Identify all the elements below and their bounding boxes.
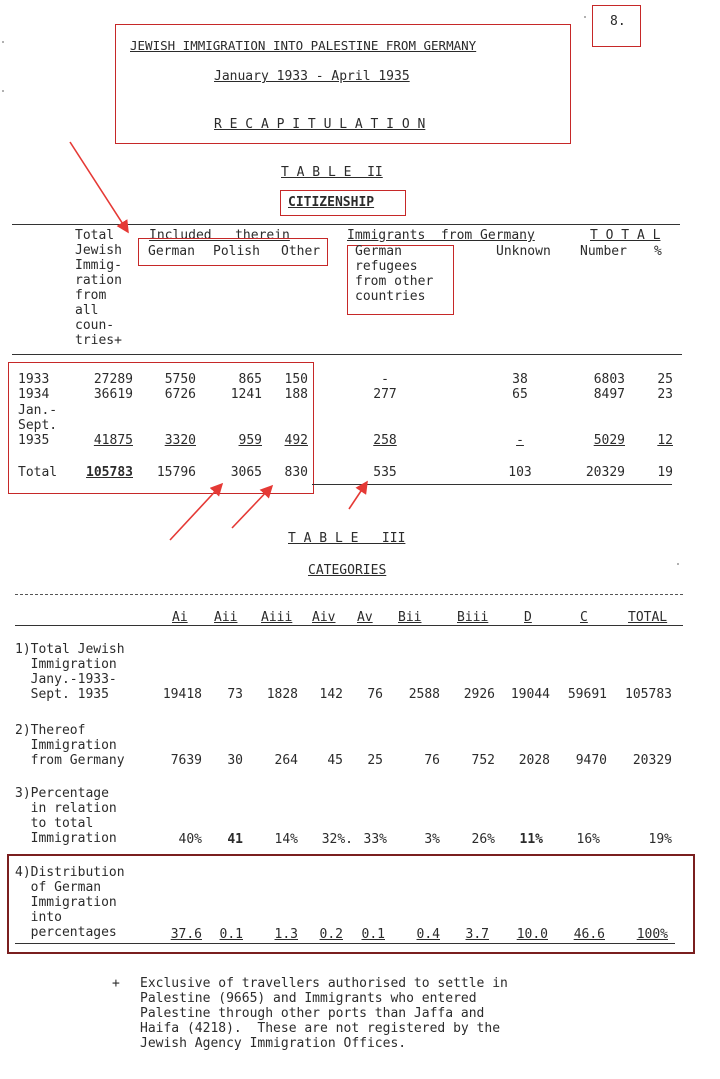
t3-col-av: Av [357,610,373,625]
row-1934-total: 36619 [93,387,133,402]
row-1933-other: 150 [284,372,308,387]
t3-col-ai: Ai [172,610,188,625]
row-1934-polish: 1241 [230,387,262,402]
t3-row4-av: 0.1 [361,927,385,942]
table2-immigrants-header: Immigrants from Germany [347,228,535,243]
col-number: Number [580,244,627,259]
table2-included-header: Included therein [149,228,290,243]
document-heading: R E C A P I T U L A T I O N [214,117,426,132]
scan-speck [584,16,586,18]
t3-row3-aiii: 14% [274,832,298,847]
t3-row3-biii: 26% [471,832,495,847]
t3-row2-label: 2)Thereof Immigration from Germany [15,723,125,768]
row-1935-total: 41875 [93,433,133,448]
t3-col-aiv: Aiv [312,610,336,625]
row-1933-refugees: - [381,372,389,387]
document-date-range: January 1933 - April 1935 [214,69,410,84]
t3-row1-aiv: 142 [319,687,343,702]
scan-speck [2,90,4,92]
t3-row1-aiii: 1828 [266,687,298,702]
table3-subtitle: CATEGORIES [308,563,387,578]
row-1935-pct: 12 [657,433,673,448]
t3-row4-d: 10.0 [516,927,548,942]
t3-row3-bii: 3% [424,832,440,847]
t3-row1-av: 76 [367,687,383,702]
t3-row3-ai: 40% [178,832,202,847]
row-total-german: 15796 [156,465,196,480]
t3-row4-aii: 0.1 [219,927,243,942]
row-1935-polish: 959 [238,433,262,448]
col-german: German [148,244,195,259]
t3-row2-bii: 76 [424,753,440,768]
t3-row2-biii: 752 [471,753,495,768]
t3-row2-d: 2028 [518,753,550,768]
col-refugees: German refugees from other countries [355,244,434,304]
row-1935-refugees: 258 [373,433,397,448]
t3-row4-total: 100% [636,927,668,942]
table2-total-group-header: T O T A L [590,228,661,243]
table2-total-header: Total Jewish Immig- ration from all coun- tries+ [75,228,122,348]
row-1934-unknown: 65 [512,387,528,402]
row-1933-number: 6803 [593,372,625,387]
t3-row4-c: 46.6 [573,927,605,942]
row-1933-german: 5750 [164,372,196,387]
t3-row4-biii: 3.7 [465,927,489,942]
t3-col-biii: Biii [457,610,489,625]
scan-speck [677,563,679,565]
row-1933-unknown: 38 [512,372,528,387]
t3-row1-total: 105783 [625,687,672,702]
t3-row2-total: 20329 [632,753,672,768]
row-1934-other: 188 [284,387,308,402]
t3-row1-bii: 2588 [408,687,440,702]
t3-col-aiii: Aiii [261,610,293,625]
arrow-to-refugees-total [349,482,367,509]
t3-row1-ai: 19418 [162,687,202,702]
row-1935-other: 492 [284,433,308,448]
t3-row2-ai: 7639 [170,753,202,768]
row-1935-unknown: - [516,433,524,448]
arrow-to-citizenship [70,142,128,232]
t3-row3-label: 3)Percentage in relation to total Immigration [15,786,117,846]
row-total-pct: 19 [657,465,673,480]
row-1933-year: 1933 [18,372,50,387]
row-total-number: 20329 [585,465,625,480]
t3-row1-label: 1)Total Jewish Immigration Jany.-1933- Sept. 1935 [15,642,125,702]
t3-col-aii: Aii [214,610,238,625]
t3-row1-c: 59691 [567,687,607,702]
row-1934-pct: 23 [657,387,673,402]
t3-row4-bii: 0.4 [416,927,440,942]
col-unknown: Unknown [496,244,551,259]
arrow-to-other-total [232,486,272,528]
document-title: JEWISH IMMIGRATION INTO PALESTINE FROM GERMANY [130,38,477,53]
row-total-refugees: 535 [373,465,397,480]
row-total-label: Total [18,465,58,480]
footnote-marker: + [112,976,120,991]
t3-row1-aii: 73 [227,687,243,702]
row-1934-number: 8497 [593,387,625,402]
table2-title: T A B L E II [281,165,383,180]
row-1935-number: 5029 [593,433,625,448]
t3-col-c: C [580,610,588,625]
row-1933-pct: 25 [657,372,673,387]
row-total-polish: 3065 [230,465,262,480]
row-total-other: 830 [284,465,308,480]
t3-row4-ai: 37.6 [170,927,202,942]
arrow-to-polish-total [170,484,222,540]
page-number: 8. [610,14,626,29]
scan-speck [2,41,4,43]
t3-row2-aiii: 264 [274,753,298,768]
table3-title: T A B L E III [288,531,406,546]
col-other: Other [281,244,321,259]
row-total-total: 105783 [86,465,133,480]
row-1934-refugees: 277 [373,387,397,402]
row-total-unknown: 103 [508,465,532,480]
t3-row3-aiv: 32%. [321,832,353,847]
col-percent: % [654,244,662,259]
t3-col-bii: Bii [398,610,422,625]
row-1935-german: 3320 [164,433,196,448]
row-1934-german: 6726 [164,387,196,402]
t3-row2-c: 9470 [575,753,607,768]
t3-row1-d: 19044 [510,687,550,702]
row-1933-total: 27289 [93,372,133,387]
t3-row3-av: 33% [363,832,387,847]
col-polish: Polish [213,244,260,259]
t3-row4-aiv: 0.2 [319,927,343,942]
table2-subtitle: CITIZENSHIP [288,195,375,210]
t3-row3-c: 16% [576,832,600,847]
row-1935-year: Jan.- Sept. 1935 [18,403,58,448]
t3-row3-aii: 41 [227,832,243,847]
footnote-text: Exclusive of travellers authorised to settle in Palestine (9665) and Immigrants who entered Palestine through other ports than Jaffa and Haifa (4218). These are not registered by the Jewish Agency Immigration Offices. [140,976,508,1051]
t3-col-total: TOTAL [628,610,668,625]
row-1933-polish: 865 [238,372,262,387]
t3-row2-aii: 30 [227,753,243,768]
t3-row2-aiv: 45 [327,753,343,768]
t3-row3-d: 11% [519,832,543,847]
t3-row2-av: 25 [367,753,383,768]
t3-row1-biii: 2926 [463,687,495,702]
t3-col-d: D [524,610,532,625]
t3-row3-total: 19% [648,832,672,847]
row-1934-year: 1934 [18,387,50,402]
t3-row4-label: 4)Distribution of German Immigration into percentages [15,865,125,940]
t3-row4-aiii: 1.3 [274,927,298,942]
